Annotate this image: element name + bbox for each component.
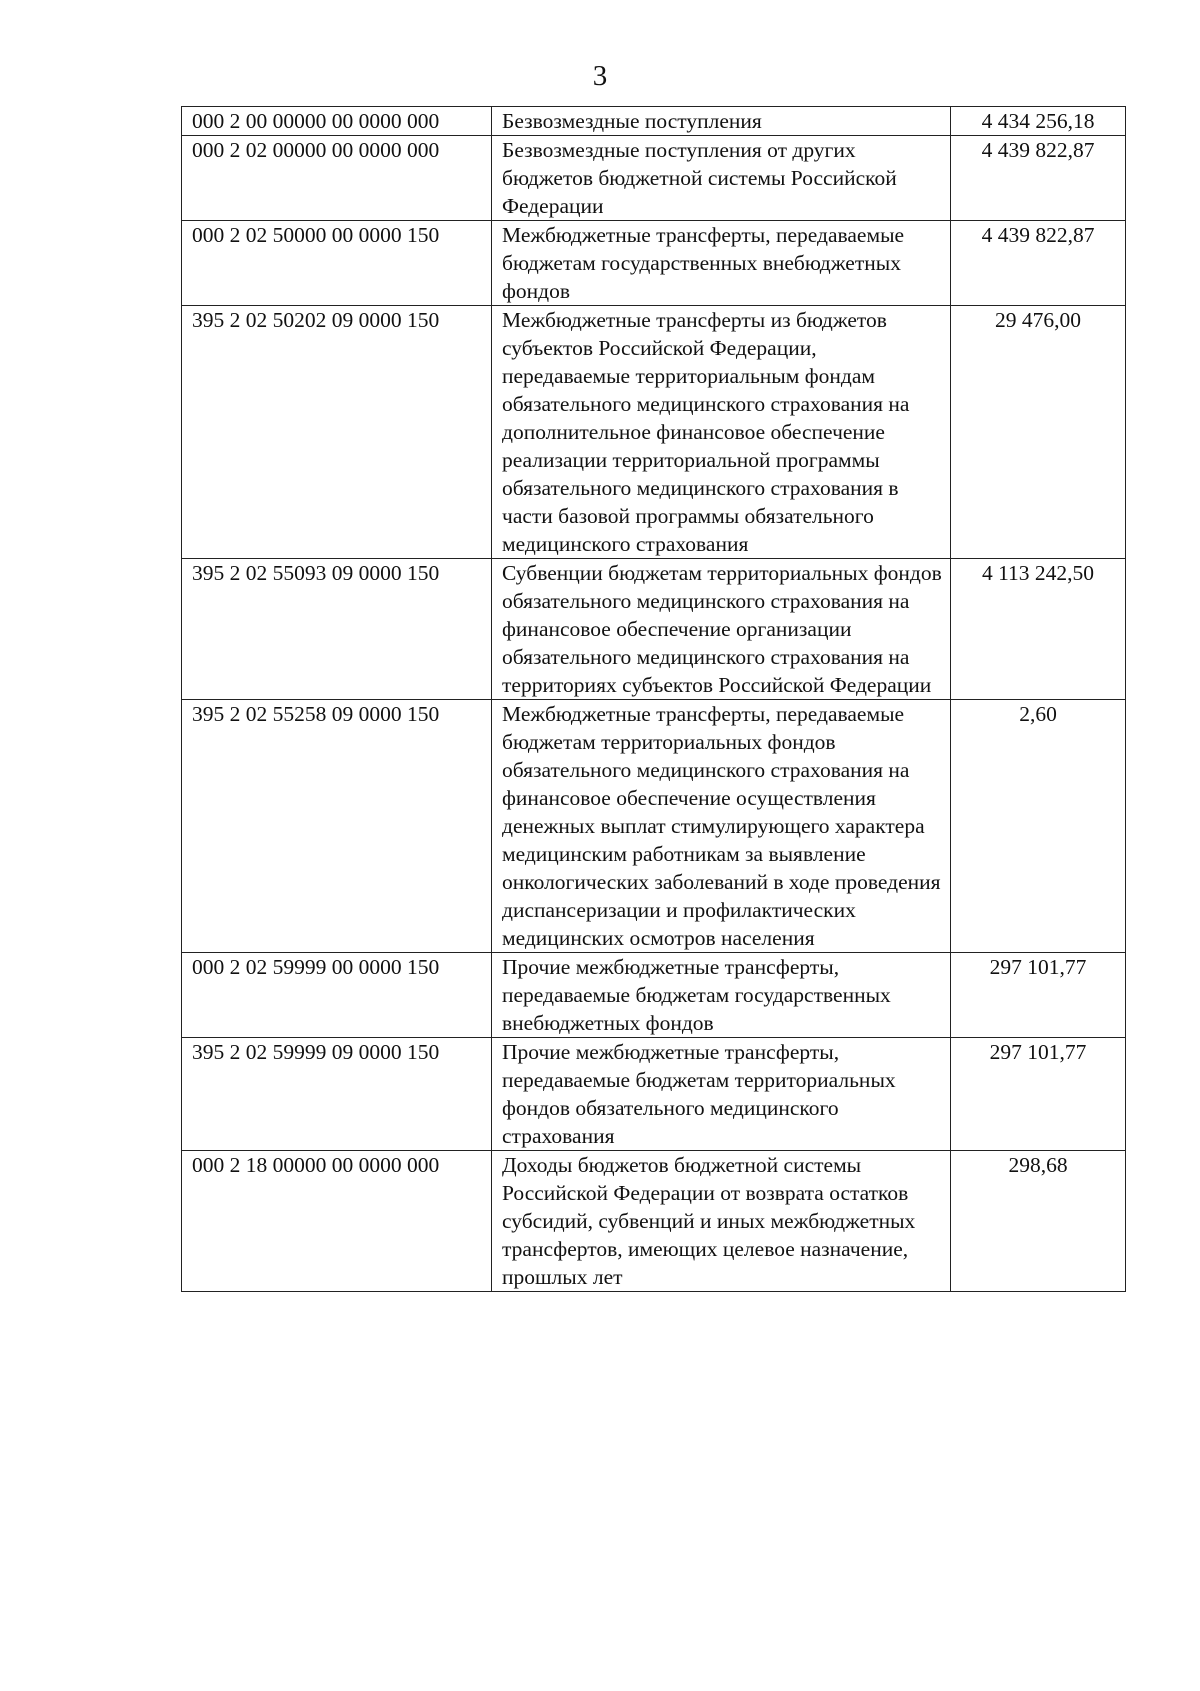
budget-classification-code: 000 2 02 00000 00 0000 000 <box>182 136 492 221</box>
budget-revenue-table <box>181 106 1126 1292</box>
revenue-name: Прочие межбюджетные трансферты, передаваемые бюджетам государственных внебюджетных фондов <box>492 953 951 1038</box>
budget-classification-code: 395 2 02 59999 09 0000 150 <box>182 1038 492 1151</box>
revenue-name: Безвозмездные поступления от других бюджетов бюджетной системы Российской Федерации <box>492 136 951 221</box>
revenue-name: Субвенции бюджетам территориальных фондов обязательного медицинского страхования на финансовое обеспечение организации обязательного медицинского страхования на территориях субъектов Российской Федерации <box>492 559 951 700</box>
revenue-amount: 297 101,77 <box>951 1038 1126 1151</box>
revenue-name: Межбюджетные трансферты, передаваемые бюджетам государственных внебюджетных фондов <box>492 221 951 306</box>
table-row <box>182 559 1126 700</box>
revenue-amount: 4 439 822,87 <box>951 136 1126 221</box>
table-row <box>182 221 1126 306</box>
revenue-amount: 297 101,77 <box>951 953 1126 1038</box>
budget-classification-code: 000 2 18 00000 00 0000 000 <box>182 1151 492 1292</box>
budget-classification-code: 000 2 00 00000 00 0000 000 <box>182 107 492 136</box>
revenue-amount: 29 476,00 <box>951 306 1126 559</box>
revenue-amount: 298,68 <box>951 1151 1126 1292</box>
table-row <box>182 700 1126 953</box>
table-row <box>182 1151 1126 1292</box>
budget-classification-code: 000 2 02 50000 00 0000 150 <box>182 221 492 306</box>
budget-classification-code: 395 2 02 55258 09 0000 150 <box>182 700 492 953</box>
revenue-name: Межбюджетные трансферты, передаваемые бюджетам территориальных фондов обязательного медицинского страхования на финансовое обеспечение осуществления денежных выплат стимулирующего характера медицинским работникам за выявление онкологических заболеваний в ходе проведения диспансеризации и профилактических медицинских осмотров населения <box>492 700 951 953</box>
revenue-name: Доходы бюджетов бюджетной системы Российской Федерации от возврата остатков субсидий, субвенций и иных межбюджетных трансфертов, имеющих целевое назначение, прошлых лет <box>492 1151 951 1292</box>
table-row <box>182 306 1126 559</box>
revenue-name: Прочие межбюджетные трансферты, передаваемые бюджетам территориальных фондов обязательного медицинского страхования <box>492 1038 951 1151</box>
table-row <box>182 107 1126 136</box>
budget-classification-code: 000 2 02 59999 00 0000 150 <box>182 953 492 1038</box>
revenue-amount: 4 113 242,50 <box>951 559 1126 700</box>
table-row <box>182 136 1126 221</box>
revenue-name: Безвозмездные поступления <box>492 107 951 136</box>
revenue-amount: 2,60 <box>951 700 1126 953</box>
table-row <box>182 1038 1126 1151</box>
budget-classification-code: 395 2 02 50202 09 0000 150 <box>182 306 492 559</box>
page-number: 3 <box>592 60 608 92</box>
revenue-amount: 4 434 256,18 <box>951 107 1126 136</box>
revenue-name: Межбюджетные трансферты из бюджетов субъектов Российской Федерации, передаваемые территориальным фондам обязательного медицинского страхования на дополнительное финансовое обеспечение реализации территориальной программы обязательного медицинского страхования в части базовой программы обязательного медицинского страхования <box>492 306 951 559</box>
revenue-amount: 4 439 822,87 <box>951 221 1126 306</box>
table-row <box>182 953 1126 1038</box>
budget-classification-code: 395 2 02 55093 09 0000 150 <box>182 559 492 700</box>
